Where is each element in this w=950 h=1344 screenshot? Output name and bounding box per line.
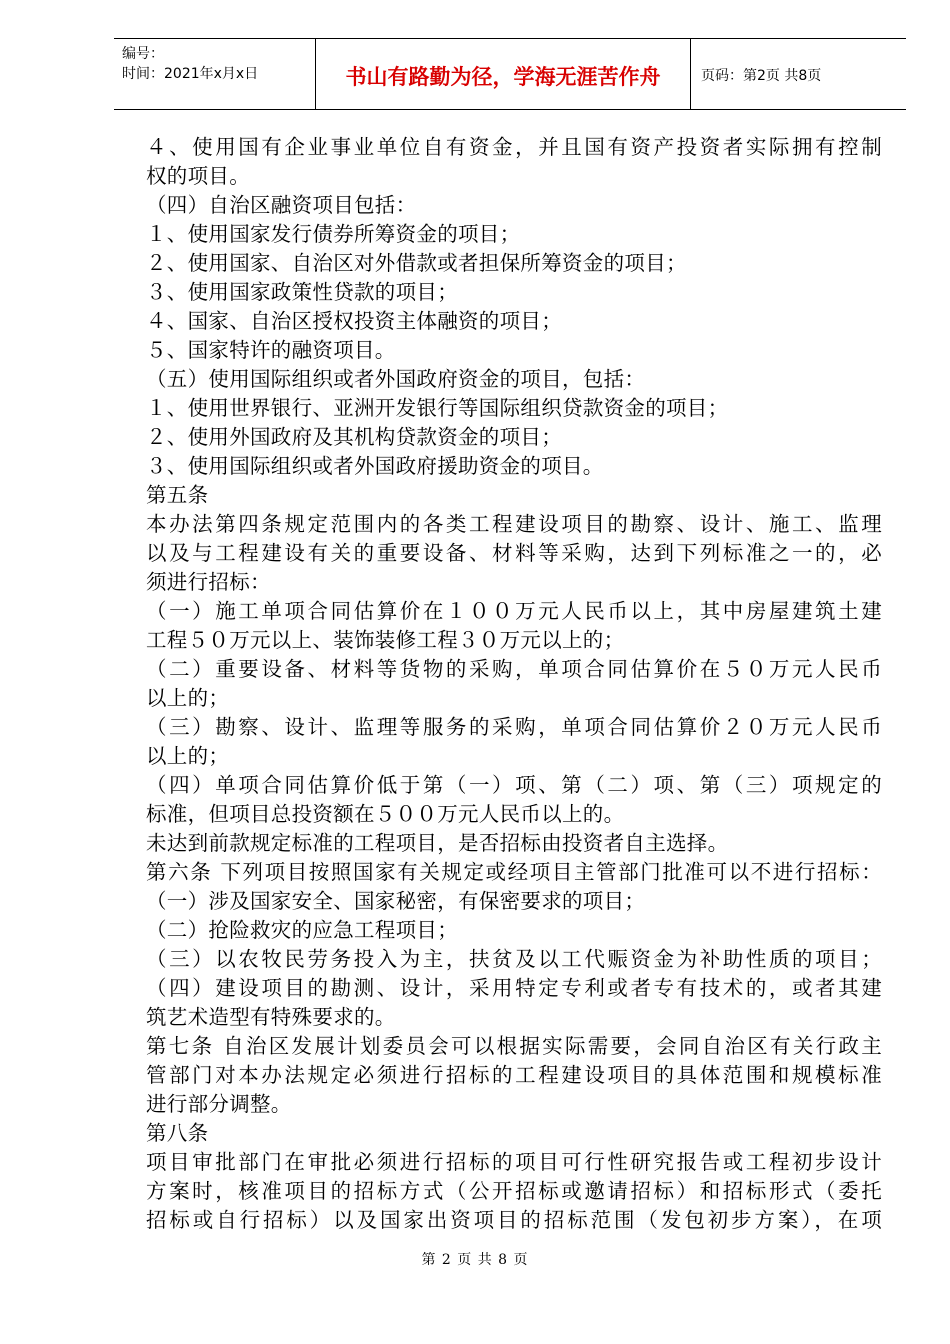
text-line: ４、使用国有企业事业单位自有资金，并且国有资产投资者实际拥有控制 [146, 135, 882, 159]
text-line: 进行部分调整。 [146, 1092, 292, 1116]
header-motto: 书山有路勤为径，学海无涯苦作舟 [345, 65, 661, 89]
text-line: （三）以农牧民劳务投入为主，扶贫及以工代赈资金为补助性质的项目； [146, 947, 882, 971]
text-line: ５、国家特许的融资项目。 [146, 338, 396, 362]
text-line: 工程５０万元以上、装饰装修工程３０万元以上的； [146, 628, 625, 652]
document-body [146, 133, 882, 1235]
text-line: 招标或自行招标）以及国家出资项目的招标范围（发包初步方案），在项 [146, 1208, 882, 1232]
text-line: （四）建设项目的勘测、设计，采用特定专利或者专有技术的，或者其建 [146, 976, 882, 1000]
text-line: 方案时，核准项目的招标方式（公开招标或邀请招标）和招标形式（委托 [146, 1179, 882, 1203]
text-line: （四）单项合同估算价低于第（一）项、第（二）项、第（三）项规定的 [146, 773, 882, 797]
footer-page-number: 第 2 页 共 8 页 [421, 1252, 529, 1268]
text-line: （二）抢险救灾的应急工程项目； [146, 918, 458, 942]
header-middle-cell [316, 39, 691, 109]
text-line: （一）涉及国家安全、国家秘密，有保密要求的项目； [146, 889, 646, 913]
text-line: （二）重要设备、材料等货物的采购，单项合同估算价在５０万元人民币 [146, 657, 882, 681]
text-line: （四）自治区融资项目包括： [146, 193, 417, 217]
text-line: 权的项目。 [146, 164, 250, 188]
text-line: 以及与工程建设有关的重要设备、材料等采购，达到下列标准之一的，必 [146, 541, 882, 565]
header-right-cell [691, 39, 906, 109]
text-line: １、使用国家发行债券所筹资金的项目； [146, 222, 521, 246]
text-line: ４、国家、自治区授权投资主体融资的项目； [146, 309, 562, 333]
text-line: 第七条 自治区发展计划委员会可以根据实际需要，会同自治区有关行政主 [146, 1034, 882, 1058]
text-line: 管部门对本办法规定必须进行招标的工程建设项目的具体范围和规模标准 [146, 1063, 882, 1087]
text-line: （五）使用国际组织或者外国政府资金的项目，包括： [146, 367, 646, 391]
text-line: 筑艺术造型有特殊要求的。 [146, 1005, 396, 1029]
text-line: 本办法第四条规定范围内的各类工程建设项目的勘察、设计、施工、监理 [146, 512, 882, 536]
text-line: （三）勘察、设计、监理等服务的采购，单项合同估算价２０万元人民币 [146, 715, 882, 739]
text-line: 未达到前款规定标准的工程项目，是否招标由投资者自主选择。 [146, 831, 729, 855]
text-line: ３、使用国家政策性贷款的项目； [146, 280, 458, 304]
text-line: 以上的； [146, 744, 230, 768]
text-line: （一）施工单项合同估算价在１００万元人民币以上，其中房屋建筑土建 [146, 599, 882, 623]
code-label: 编号： [122, 46, 164, 62]
text-line: 第六条 下列项目按照国家有关规定或经项目主管部门批准可以不进行招标： [146, 860, 882, 884]
page-footer [0, 1249, 950, 1269]
text-line: ２、使用国家、自治区对外借款或者担保所筹资金的项目； [146, 251, 687, 275]
text-line: 以上的； [146, 686, 230, 710]
text-line: 项目审批部门在审批必须进行招标的项目可行性研究报告或工程初步设计 [146, 1150, 882, 1174]
header-page-info: 页码：第2页 共8页 [701, 68, 822, 84]
article-heading: 第五条 [146, 483, 209, 507]
text-line: ３、使用国际组织或者外国政府援助资金的项目。 [146, 454, 604, 478]
page-header [114, 38, 906, 110]
text-line: 标准，但项目总投资额在５００万元人民币以上的。 [146, 802, 625, 826]
time-label: 时间：2021年x月x日 [122, 66, 259, 82]
text-line: ２、使用外国政府及其机构贷款资金的项目； [146, 425, 562, 449]
header-left-cell [114, 39, 316, 109]
text-line: 须进行招标： [146, 570, 271, 594]
article-heading: 第八条 [146, 1121, 209, 1145]
text-line: １、使用世界银行、亚洲开发银行等国际组织贷款资金的项目； [146, 396, 729, 420]
